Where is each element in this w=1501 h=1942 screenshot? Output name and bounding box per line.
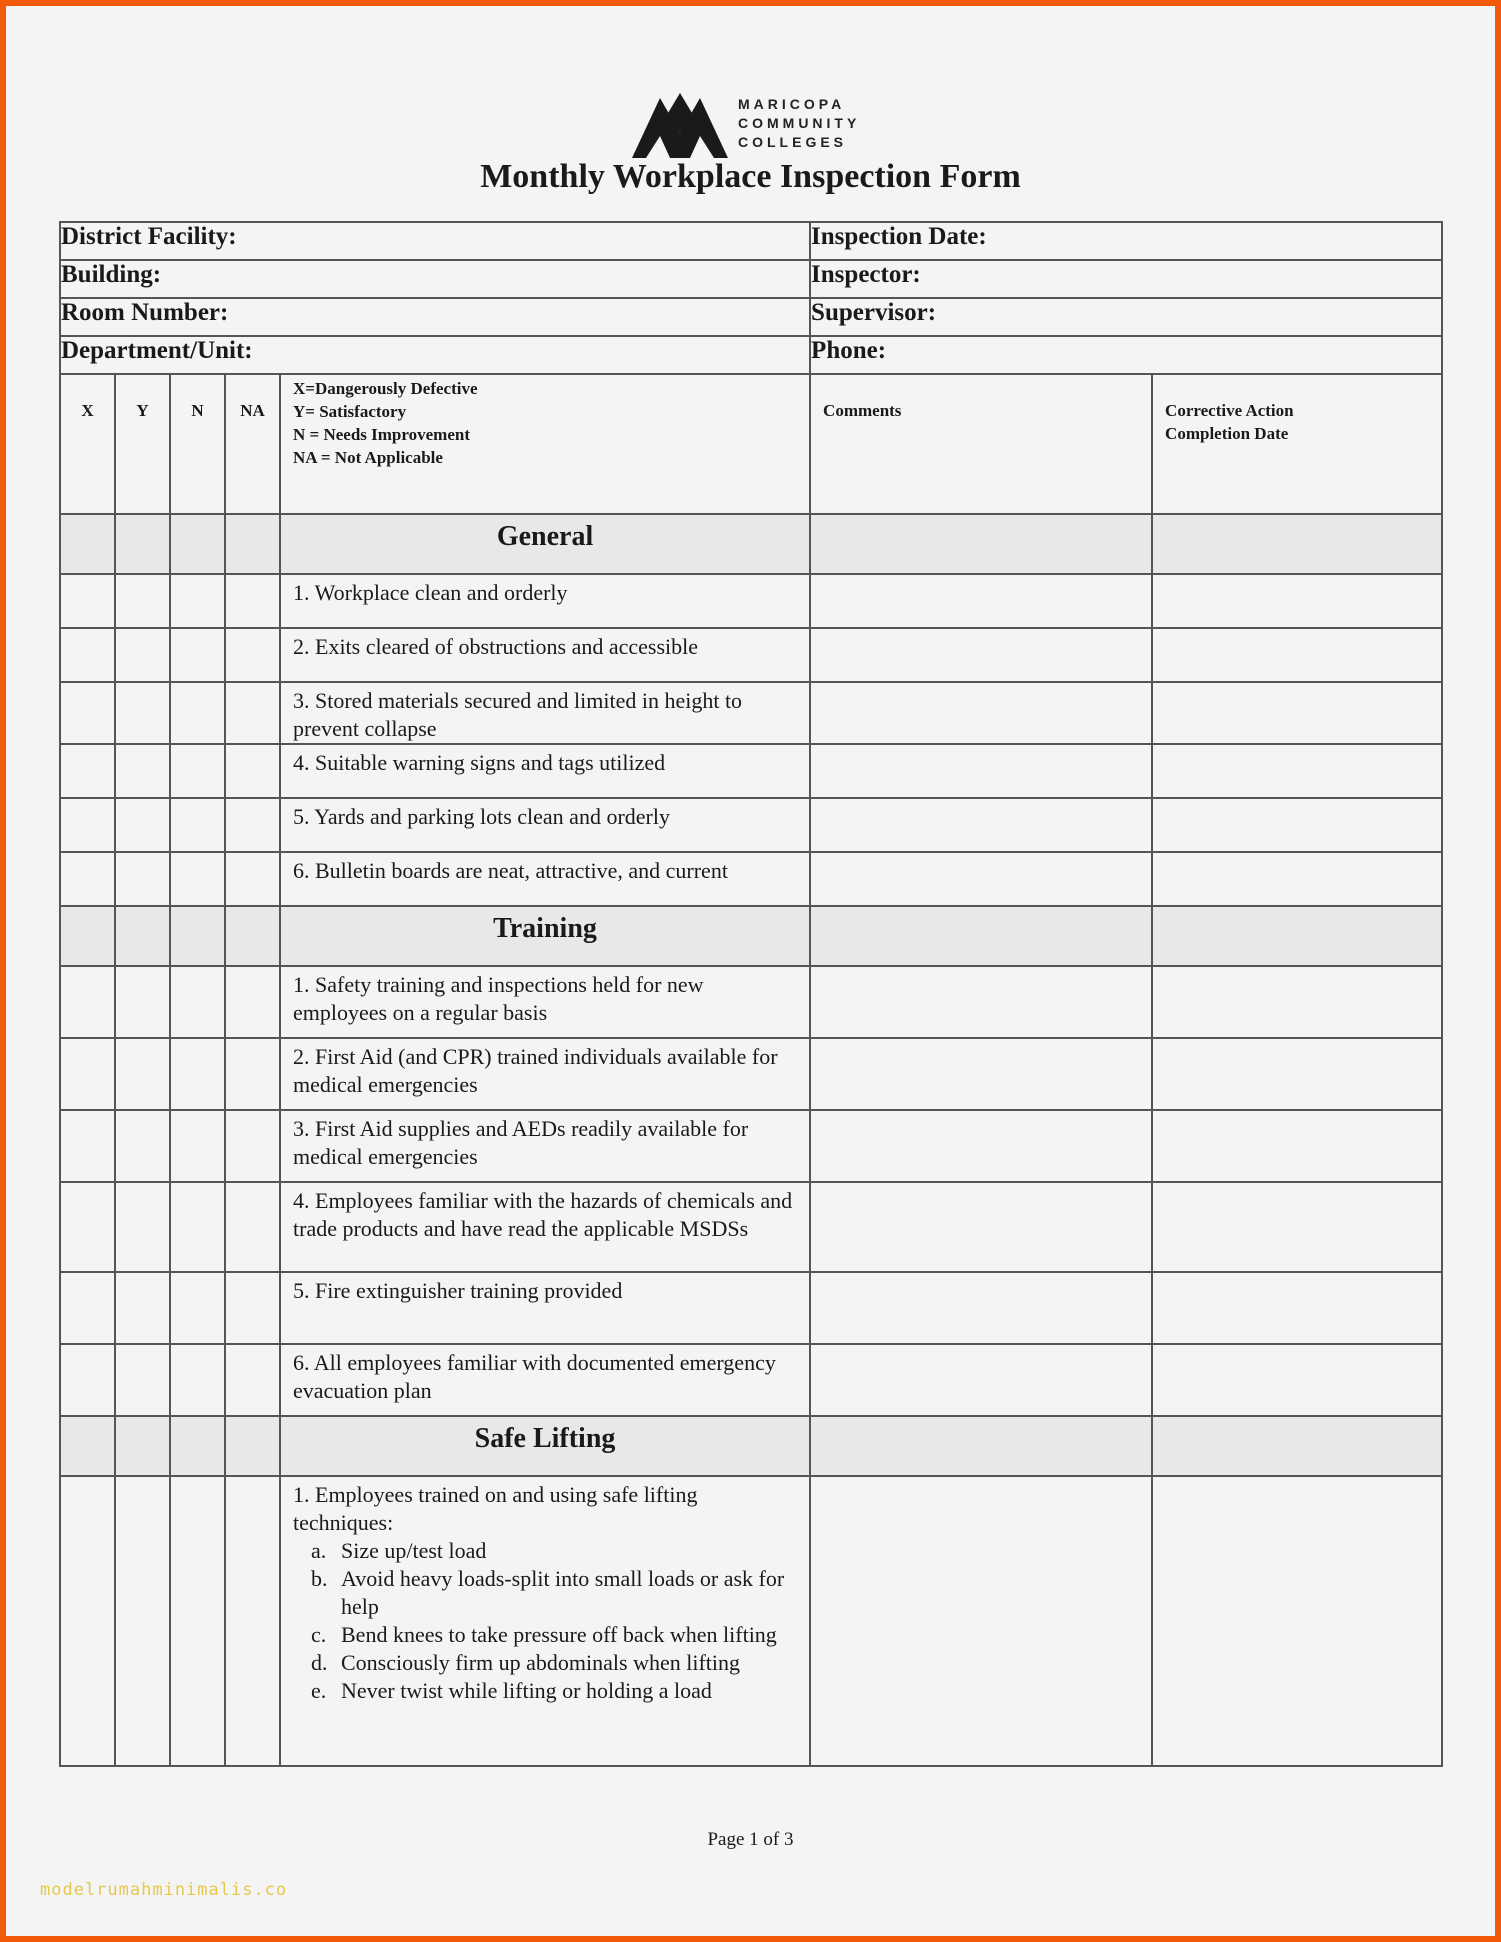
phone-field[interactable]: Phone:	[810, 336, 1442, 374]
check-na[interactable]	[225, 852, 280, 906]
check-n[interactable]	[170, 744, 225, 798]
legend-n: N = Needs Improvement	[293, 425, 470, 444]
corrective-cell[interactable]	[1152, 798, 1442, 852]
form-title: Monthly Workplace Inspection Form	[480, 158, 1021, 195]
item-text: 3. First Aid supplies and AEDs readily available for medical emergencies	[280, 1110, 810, 1182]
section-general	[60, 514, 1442, 574]
item-text: 5. Yards and parking lots clean and orderly	[280, 798, 810, 852]
check-y[interactable]	[115, 798, 170, 852]
comments-cell[interactable]	[810, 852, 1152, 906]
comments-cell[interactable]	[810, 744, 1152, 798]
sub-item: b. Avoid heavy loads-split into small loads or ask for help	[311, 1566, 785, 1619]
comments-cell[interactable]	[810, 798, 1152, 852]
table-row	[60, 1272, 1442, 1344]
check-x[interactable]	[60, 852, 115, 906]
corrective-cell[interactable]	[1152, 1476, 1442, 1766]
corrective-cell[interactable]	[1152, 1038, 1442, 1110]
check-na[interactable]	[225, 628, 280, 682]
check-na[interactable]	[225, 798, 280, 852]
check-x[interactable]	[60, 1038, 115, 1110]
table-row	[60, 798, 1442, 852]
inspector-field[interactable]: Inspector:	[810, 260, 1442, 298]
district-facility-field[interactable]: District Facility:	[60, 222, 810, 260]
table-row	[60, 1344, 1442, 1416]
check-n[interactable]	[170, 1344, 225, 1416]
sub-item: c. Bend knees to take pressure off back when lifting	[311, 1622, 777, 1647]
table-row	[60, 1476, 1442, 1766]
check-y[interactable]	[115, 682, 170, 744]
table-row	[60, 682, 1442, 744]
check-na[interactable]	[225, 744, 280, 798]
check-n[interactable]	[170, 1110, 225, 1182]
check-x[interactable]	[60, 1272, 115, 1344]
corrective-cell[interactable]	[1152, 574, 1442, 628]
check-y[interactable]	[115, 1038, 170, 1110]
check-x[interactable]	[60, 574, 115, 628]
item-text: 4. Employees familiar with the hazards of chemicals and trade products and have read the applicable MSDSs	[280, 1182, 810, 1272]
check-n[interactable]	[170, 798, 225, 852]
corrective-cell[interactable]	[1152, 628, 1442, 682]
room-number-field[interactable]: Room Number:	[60, 298, 810, 336]
table-row	[60, 1038, 1442, 1110]
watermark: modelrumahminimalis.co	[40, 1880, 288, 1900]
item-text: 6. Bulletin boards are neat, attractive, and current	[280, 852, 810, 906]
col-comments: Comments	[810, 374, 1152, 514]
maricopa-logo	[632, 88, 860, 158]
check-na[interactable]	[225, 1344, 280, 1416]
check-n[interactable]	[170, 1038, 225, 1110]
item-text: 3. Stored materials secured and limited in height to prevent collapse	[280, 682, 810, 744]
check-x[interactable]	[60, 966, 115, 1038]
section-training	[60, 906, 1442, 966]
check-n[interactable]	[170, 852, 225, 906]
table-row	[60, 1110, 1442, 1182]
check-na[interactable]	[225, 1272, 280, 1344]
item-text: 1. Workplace clean and orderly	[280, 574, 810, 628]
department-unit-field[interactable]: Department/Unit:	[60, 336, 810, 374]
item-text: 1. Safety training and inspections held for new employees on a regular basis	[280, 966, 810, 1038]
supervisor-field[interactable]: Supervisor:	[810, 298, 1442, 336]
comments-cell[interactable]	[810, 966, 1152, 1038]
check-x[interactable]	[60, 1110, 115, 1182]
sub-item: d. Consciously firm up abdominals when lifting	[311, 1650, 741, 1675]
item-lead: 1. Employees trained on and using safe lifting techniques:	[293, 1482, 698, 1535]
item-text: 6. All employees familiar with documented emergency evacuation plan	[280, 1344, 810, 1416]
item-text: 2. Exits cleared of obstructions and accessible	[280, 628, 810, 682]
section-title: Safe Lifting	[280, 1416, 810, 1476]
corrective-cell[interactable]	[1152, 966, 1442, 1038]
check-n[interactable]	[170, 628, 225, 682]
check-n[interactable]	[170, 574, 225, 628]
completion-date-label: Completion Date	[1165, 424, 1289, 443]
check-x[interactable]	[60, 1344, 115, 1416]
check-n[interactable]	[170, 682, 225, 744]
page-number: Page 1 of 3	[707, 1829, 794, 1850]
comments-cell[interactable]	[810, 1272, 1152, 1344]
table-row	[60, 966, 1442, 1038]
corrective-action-label: Corrective Action	[1165, 401, 1294, 420]
item-text: 2. First Aid (and CPR) trained individuals available for medical emergencies	[280, 1038, 810, 1110]
logo-line-1: MARICOPA	[738, 95, 846, 112]
check-y[interactable]	[115, 966, 170, 1038]
check-y[interactable]	[115, 852, 170, 906]
check-y[interactable]	[115, 1272, 170, 1344]
table-row	[60, 852, 1442, 906]
table-row	[60, 744, 1442, 798]
check-x[interactable]	[60, 682, 115, 744]
comments-cell[interactable]	[810, 574, 1152, 628]
section-title: General	[280, 514, 810, 574]
comments-cell[interactable]	[810, 628, 1152, 682]
check-n[interactable]	[170, 1182, 225, 1272]
logo-mark-icon	[632, 88, 728, 158]
corrective-cell[interactable]	[1152, 744, 1442, 798]
check-n[interactable]	[170, 966, 225, 1038]
corrective-cell[interactable]	[1152, 1110, 1442, 1182]
building-field[interactable]: Building:	[60, 260, 810, 298]
check-x[interactable]	[60, 798, 115, 852]
corrective-cell[interactable]	[1152, 852, 1442, 906]
corrective-cell[interactable]	[1152, 1182, 1442, 1272]
check-y[interactable]	[115, 574, 170, 628]
comments-cell[interactable]	[810, 1344, 1152, 1416]
check-na[interactable]	[225, 1110, 280, 1182]
logo-line-3: COLLEGES	[738, 133, 848, 150]
logo-line-2: COMMUNITY	[738, 114, 861, 131]
check-na[interactable]	[225, 1038, 280, 1110]
check-n[interactable]	[170, 1272, 225, 1344]
check-x[interactable]	[60, 1182, 115, 1272]
legend-na: NA = Not Applicable	[293, 448, 443, 467]
sub-item: e. Never twist while lifting or holding a load	[311, 1678, 712, 1703]
check-x[interactable]	[60, 1476, 115, 1766]
col-x: X	[60, 374, 115, 514]
comments-cell[interactable]	[810, 682, 1152, 744]
col-n: N	[170, 374, 225, 514]
corrective-cell[interactable]	[1152, 1272, 1442, 1344]
item-text: 4. Suitable warning signs and tags utilized	[280, 744, 810, 798]
item-text	[280, 1476, 810, 1766]
inspection-date-field[interactable]: Inspection Date:	[810, 222, 1442, 260]
check-y[interactable]	[115, 1182, 170, 1272]
section-title: Training	[280, 906, 810, 966]
corrective-cell[interactable]	[1152, 682, 1442, 744]
logo-wordmark	[738, 95, 860, 152]
check-y[interactable]	[115, 744, 170, 798]
check-y[interactable]	[115, 1476, 170, 1766]
comments-cell[interactable]	[810, 1182, 1152, 1272]
table-row	[60, 574, 1442, 628]
comments-cell[interactable]	[810, 1476, 1152, 1766]
check-na[interactable]	[225, 1182, 280, 1272]
check-na[interactable]	[225, 574, 280, 628]
comments-cell[interactable]	[810, 1038, 1152, 1110]
inspection-table	[59, 221, 1443, 1767]
legend-y: Y= Satisfactory	[293, 402, 407, 421]
sub-item: a. Size up/test load	[311, 1538, 487, 1563]
check-y[interactable]	[115, 1110, 170, 1182]
check-na[interactable]	[225, 1476, 280, 1766]
check-y[interactable]	[115, 1344, 170, 1416]
comments-cell[interactable]	[810, 1110, 1152, 1182]
check-x[interactable]	[60, 744, 115, 798]
col-y: Y	[115, 374, 170, 514]
table-row	[60, 1182, 1442, 1272]
check-na[interactable]	[225, 966, 280, 1038]
col-corrective-action	[1152, 374, 1442, 514]
check-na[interactable]	[225, 682, 280, 744]
legend-x: X=Dangerously Defective	[293, 379, 478, 398]
rating-legend	[280, 374, 810, 514]
col-na: NA	[225, 374, 280, 514]
check-n[interactable]	[170, 1476, 225, 1766]
check-x[interactable]	[60, 628, 115, 682]
table-row	[60, 628, 1442, 682]
check-y[interactable]	[115, 628, 170, 682]
item-text: 5. Fire extinguisher training provided	[280, 1272, 810, 1344]
corrective-cell[interactable]	[1152, 1344, 1442, 1416]
section-safe-lifting	[60, 1416, 1442, 1476]
